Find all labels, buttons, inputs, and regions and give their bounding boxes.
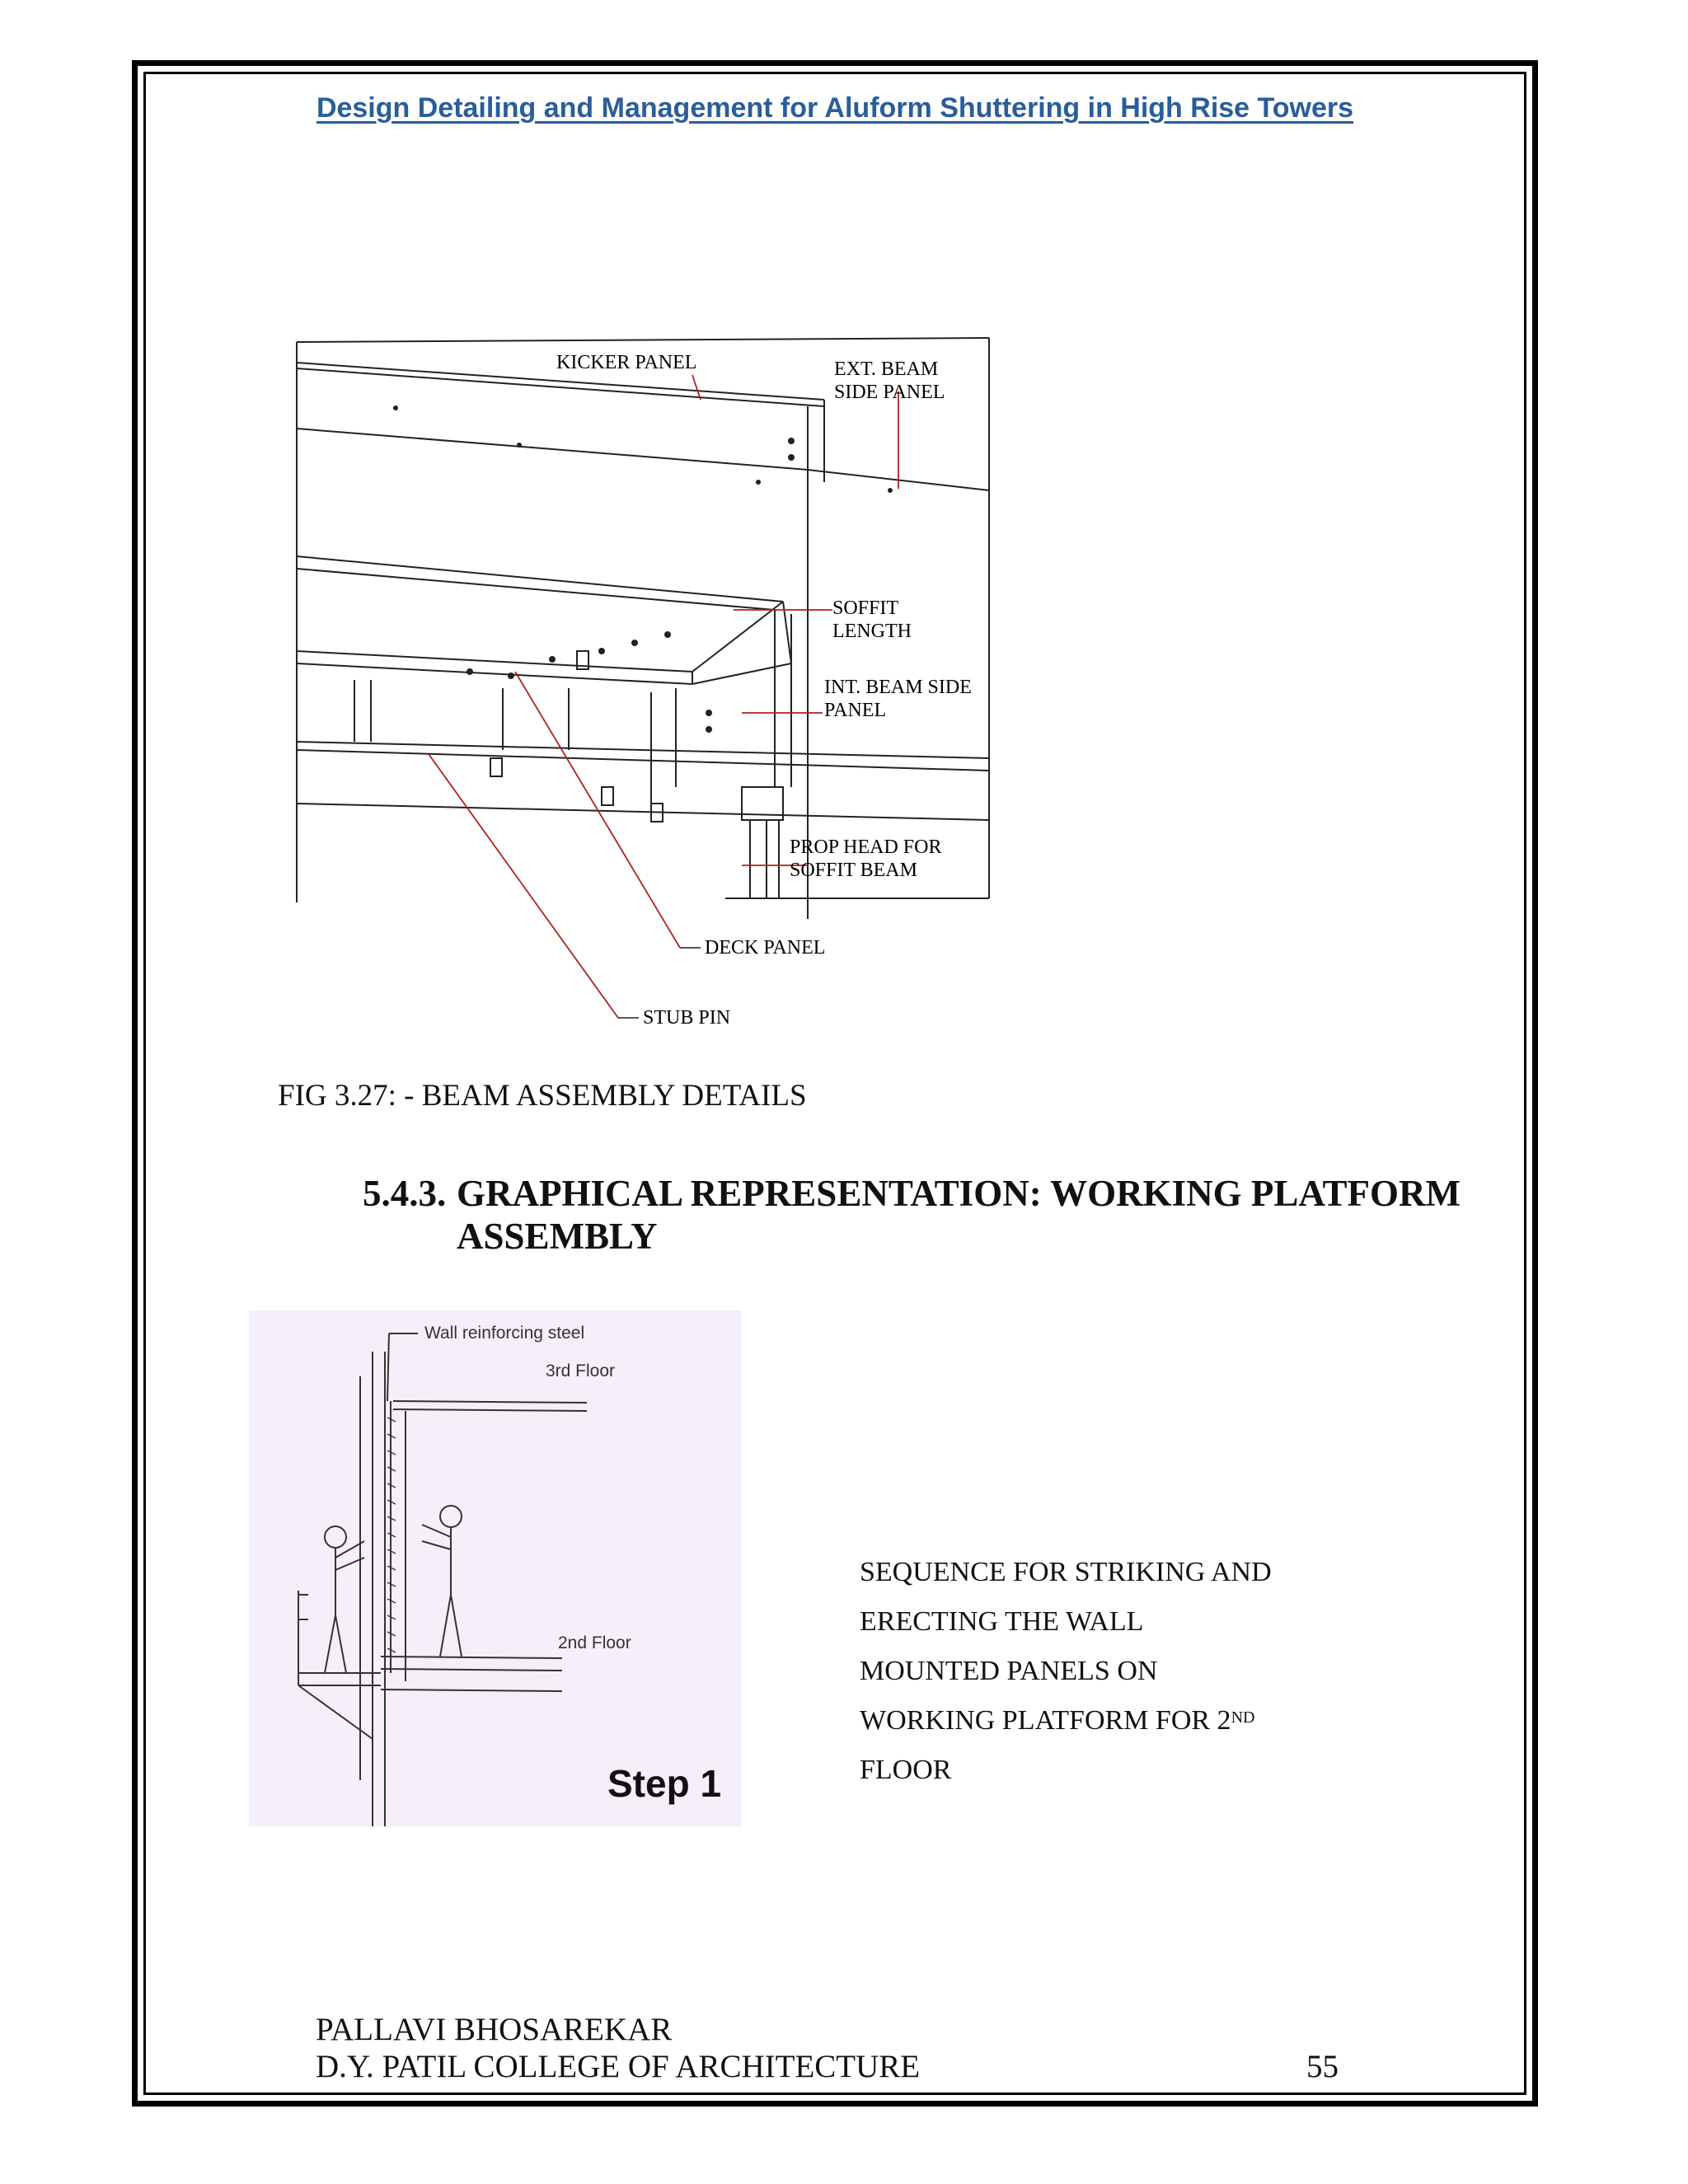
beam-assembly-drawing — [280, 326, 1022, 1051]
section-title-line2: ASSEMBLY — [457, 1216, 658, 1257]
page-number: 55 — [1306, 2049, 1339, 2084]
section-title-line1: GRAPHICAL REPRESENTATION: WORKING PLATFORM — [457, 1173, 1461, 1214]
label-prop-head-1: PROP HEAD FOR — [790, 837, 942, 858]
label-int-beam-2: PANEL — [824, 700, 887, 721]
sequence-line-4-text: WORKING PLATFORM FOR 2 — [860, 1705, 1231, 1736]
label-second-floor: 2nd Floor — [558, 1633, 631, 1652]
label-deck-panel: DECK PANEL — [705, 937, 826, 958]
label-stub-pin: STUB PIN — [643, 1007, 731, 1029]
label-soffit-2: LENGTH — [832, 621, 912, 642]
section-number: 5.4.3. — [363, 1173, 447, 1214]
figure-caption: FIG 3.27: - BEAM ASSEMBLY DETAILS — [278, 1079, 807, 1113]
sequence-line-2: ERECTING THE WALL — [860, 1606, 1144, 1637]
label-step: Step 1 — [607, 1762, 722, 1805]
label-int-beam-1: INT. BEAM SIDE — [824, 677, 972, 698]
sequence-line-4-sup: ND — [1231, 1708, 1255, 1727]
label-third-floor: 3rd Floor — [546, 1361, 616, 1380]
running-header: Design Detailing and Management for Aluform Shuttering in High Rise Towers — [316, 92, 1354, 124]
label-wall-steel: Wall reinforcing steel — [424, 1324, 585, 1343]
label-ext-beam-2: SIDE PANEL — [834, 382, 945, 403]
footer-author: PALLAVI BHOSAREKAR — [316, 2012, 673, 2047]
label-ext-beam-1: EXT. BEAM — [834, 359, 939, 380]
label-kicker-panel: KICKER PANEL — [556, 352, 697, 373]
footer-college: D.Y. PATIL COLLEGE OF ARCHITECTURE — [316, 2049, 921, 2084]
section-heading — [363, 1172, 1484, 1258]
platform-sequence-text — [860, 1548, 1387, 1795]
label-prop-head-2: SOFFIT BEAM — [790, 860, 917, 881]
sequence-line-4 — [860, 1696, 1387, 1746]
label-soffit-1: SOFFIT — [832, 598, 899, 619]
sequence-line-3: MOUNTED PANELS ON — [860, 1656, 1158, 1686]
working-platform-drawing — [249, 1310, 742, 1826]
sequence-line-5: FLOOR — [860, 1755, 952, 1785]
sequence-line-1: SEQUENCE FOR STRIKING AND — [860, 1557, 1272, 1587]
